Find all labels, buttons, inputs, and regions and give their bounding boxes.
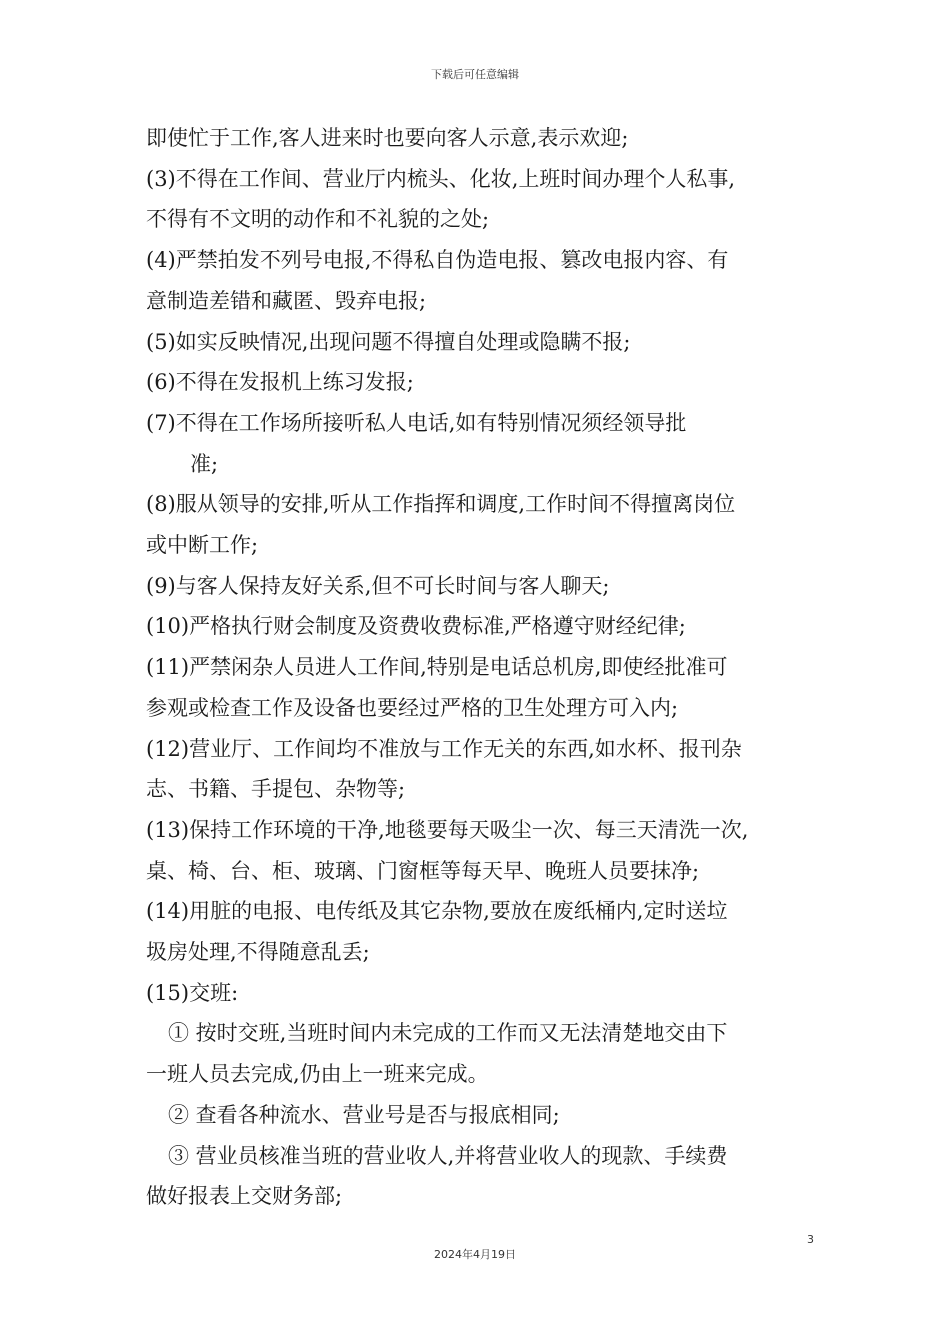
text-line: ③ 营业员核准当班的营业收人,并将营业收人的现款、手续费 xyxy=(168,1143,728,1168)
text-line: (6)不得在发报机上练习发报; xyxy=(146,370,414,395)
text-line: 或中断工作; xyxy=(146,533,259,558)
text-line: 圾房处理,不得随意乱丢; xyxy=(146,940,370,965)
page-number: 3 xyxy=(807,1233,814,1246)
text-line: ① 按时交班,当班时间内未完成的工作而又无法清楚地交由下 xyxy=(168,1021,728,1046)
page-header: 下载后可任意编辑 xyxy=(431,68,519,81)
document-body xyxy=(146,118,818,1217)
page-footer-date: 2024年4月19日 xyxy=(434,1248,516,1261)
text-line: 准; xyxy=(190,451,219,476)
text-line: 意制造差错和藏匿、毁弃电报; xyxy=(146,288,427,313)
text-line: (15)交班: xyxy=(146,980,239,1005)
text-line: (10)严格执行财会制度及资费收费标准,严格遵守财经纪律; xyxy=(146,614,686,639)
text-line: 一班人员去完成,仍由上一班来完成。 xyxy=(146,1062,489,1087)
text-line: (5)如实反映情况,出现问题不得擅自处理或隐瞒不报; xyxy=(146,329,631,354)
text-line: (7)不得在工作场所接听私人电话,如有特别情况须经领导批 xyxy=(146,410,687,435)
text-line: 参观或检查工作及设备也要经过严格的卫生处理方可入内; xyxy=(146,695,679,720)
text-line: 做好报表上交财务部; xyxy=(146,1184,343,1209)
text-line: (14)用脏的电报、电传纸及其它杂物,要放在废纸桶内,定时送垃 xyxy=(146,899,728,924)
text-line: 志、书籍、手提包、杂物等; xyxy=(146,777,406,802)
text-line: (4)严禁拍发不列号电报,不得私自伪造电报、篡改电报内容、有 xyxy=(146,248,729,273)
text-line: 桌、椅、台、柜、玻璃、门窗框等每天早、晚班人员要抹净; xyxy=(146,858,700,883)
text-line: (13)保持工作环境的干净,地毯要每天吸尘一次、每三天清洗一次, xyxy=(146,817,749,842)
text-line: 即使忙于工作,客人进来时也要向客人示意,表示欢迎; xyxy=(146,126,629,150)
text-line: (9)与客人保持友好关系,但不可长时间与客人聊天; xyxy=(146,573,610,598)
text-line: (8)服从领导的安排,听从工作指挥和调度,工作时间不得擅离岗位 xyxy=(146,492,736,517)
text-line: ② 查看各种流水、营业号是否与报底相同; xyxy=(168,1102,560,1127)
text-line: (11)严禁闲杂人员进人工作间,特别是电话总机房,即使经批准可 xyxy=(146,655,728,680)
text-line: 不得有不文明的动作和不礼貌的之处; xyxy=(146,207,490,232)
text-line: (3)不得在工作间、营业厅内梳头、化妆,上班时间办理个人私事, xyxy=(146,166,736,191)
text-line: (12)营业厅、工作间均不准放与工作无关的东西,如水杯、报刊杂 xyxy=(146,736,742,761)
